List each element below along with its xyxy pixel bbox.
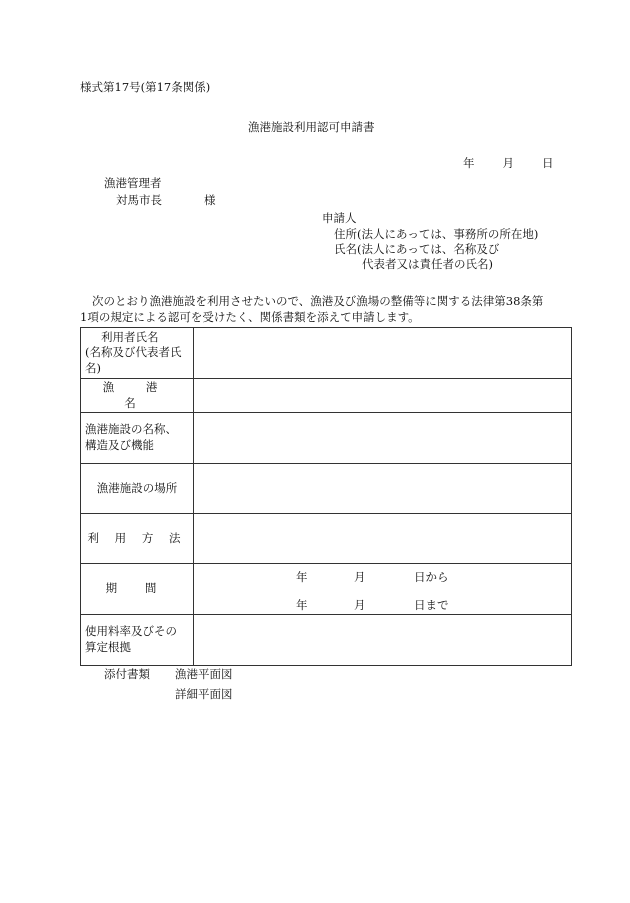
date-year: 年 [463, 156, 475, 170]
period-from-day: 日から [414, 570, 449, 584]
period-to-month: 月 [354, 598, 366, 612]
body-text [80, 294, 552, 325]
location-label-text: 漁港施設の場所 [96, 480, 178, 495]
table-row [81, 328, 572, 379]
applicant-name-continued: 代表者又は責任者の氏名) [362, 257, 493, 271]
facility-label-line1: 漁港施設の名称、 [85, 422, 177, 437]
period-to-day: 日まで [414, 598, 449, 612]
method-field[interactable] [194, 514, 572, 564]
method-label-text: 利 用 方 法 [87, 530, 187, 545]
port-name-label [81, 379, 194, 413]
date-day: 日 [542, 156, 554, 170]
location-label [81, 464, 194, 514]
date-line [463, 156, 554, 172]
applicant-label: 申請人 [322, 211, 357, 225]
form-number: 様式第17号(第17条関係) [80, 80, 211, 94]
applicant-address: 住所(法人にあっては、事務所の所在地) [334, 227, 539, 241]
attachment-item: 漁港平面図 [175, 667, 233, 681]
table-row [81, 413, 572, 464]
fee-label-line1: 使用料率及びその [85, 624, 177, 639]
facility-label [81, 413, 194, 464]
user-name-label-line3: 名) [85, 360, 101, 375]
table-row [81, 514, 572, 564]
period-to-year: 年 [296, 598, 308, 612]
addressee-name: 対馬市長 [116, 193, 162, 207]
addressee-honorific: 様 [204, 193, 216, 207]
table-row [81, 615, 572, 666]
user-name-label-line1: 利用者氏名 [101, 329, 159, 344]
period-label-text: 期 間 [105, 581, 169, 596]
addressee-position: 漁港管理者 [104, 176, 162, 190]
user-name-field[interactable] [194, 328, 572, 379]
table-row [81, 464, 572, 514]
user-name-label [81, 328, 194, 379]
table-row [81, 564, 572, 615]
application-table [80, 327, 572, 666]
attachment-item: 詳細平面図 [175, 687, 233, 701]
port-name-label-text: 漁 港 名 [102, 379, 172, 410]
facility-field[interactable] [194, 413, 572, 464]
applicant-name: 氏名(法人にあっては、名称及び [334, 242, 500, 256]
period-from-month: 月 [354, 570, 366, 584]
location-field[interactable] [194, 464, 572, 514]
fee-label [81, 615, 194, 666]
period-from-year: 年 [296, 570, 308, 584]
period-label [81, 564, 194, 615]
table-row [81, 379, 572, 413]
date-month: 月 [502, 156, 514, 170]
fee-field[interactable] [194, 615, 572, 666]
facility-label-line2: 構造及び機能 [85, 438, 154, 452]
document-title: 漁港施設利用認可申請書 [248, 120, 375, 134]
user-name-label-line2: (名称及び代表者氏 [85, 345, 182, 360]
addressee-name-line [116, 193, 216, 209]
body-line-1: 次のとおり漁港施設を利用させたいので、漁港及び漁場の整備等に関する法律第38条第 [92, 294, 544, 308]
fee-label-line2: 算定根拠 [85, 640, 131, 654]
attachments-label: 添付書類 [104, 667, 150, 681]
method-label [81, 514, 194, 564]
period-field[interactable] [194, 564, 572, 615]
body-line-2: 1項の規定による認可を受けたく、関係書類を添えて申請します。 [80, 309, 420, 324]
port-name-field[interactable] [194, 379, 572, 413]
